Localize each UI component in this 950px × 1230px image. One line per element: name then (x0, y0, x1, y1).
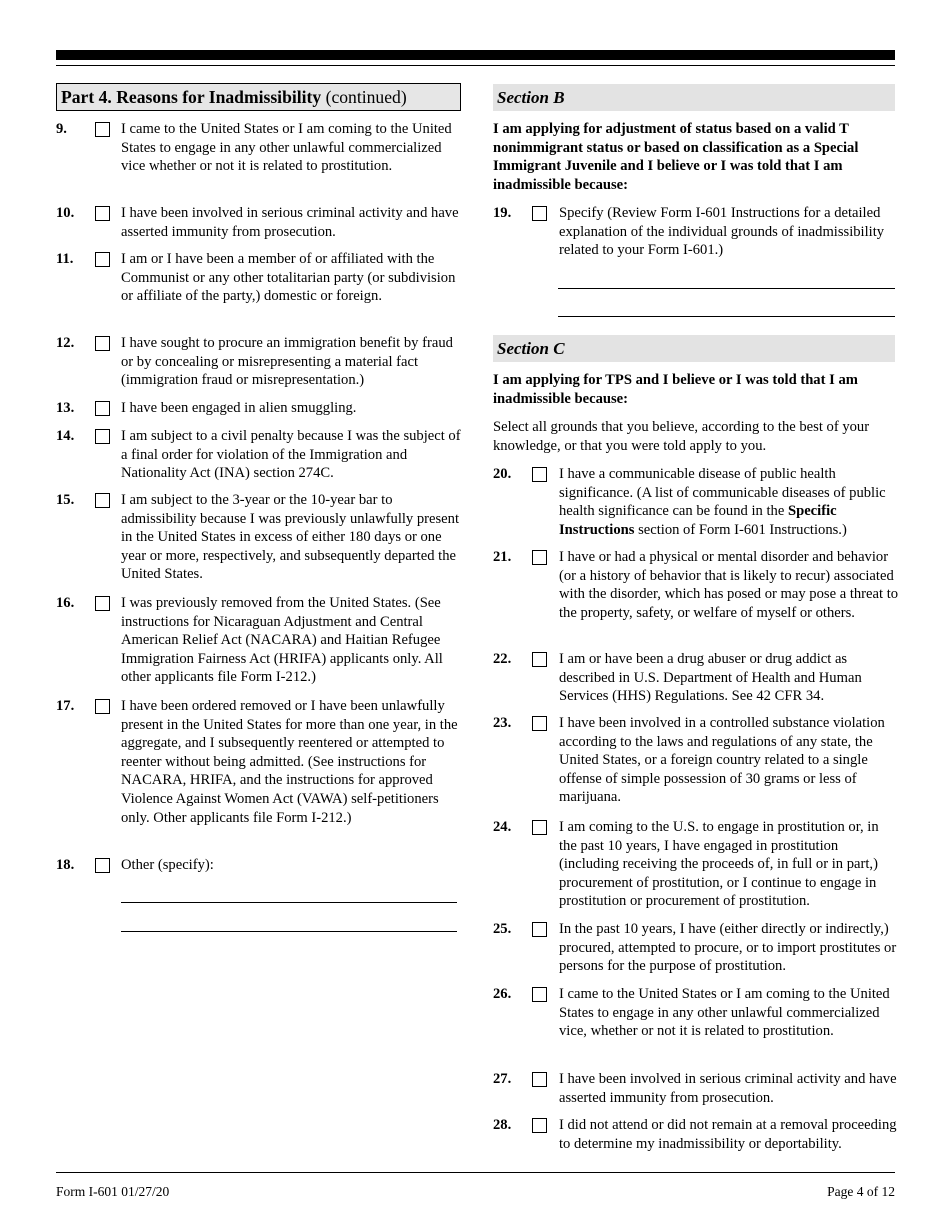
item-19-checkbox[interactable] (532, 206, 547, 221)
item-27-checkbox[interactable] (532, 1072, 547, 1087)
item-15-checkbox[interactable] (95, 493, 110, 508)
item-26-checkbox[interactable] (532, 987, 547, 1002)
item-20-checkbox[interactable] (532, 467, 547, 482)
section-b-intro: I am applying for adjustment of status based on a valid T nonimmigrant status or based on classification as a Special Immigrant Juvenile and I believe or I was told that I am inadmissible because: (493, 121, 859, 193)
item-25-checkbox[interactable] (532, 922, 547, 937)
footer-page-number: Page 4 of 12 (827, 1184, 895, 1199)
item-11-checkbox[interactable] (95, 252, 110, 267)
top-rule-thin (56, 65, 895, 66)
footer-rule (56, 1172, 895, 1173)
part-header: Part 4. Reasons for Inadmissibility (continued) (56, 83, 461, 111)
item-28-checkbox[interactable] (532, 1118, 547, 1133)
item-18-checkbox[interactable] (95, 858, 110, 873)
section-c-note: Select all grounds that you believe, according to the best of your knowledge, or that you were told apply to you. (493, 419, 870, 454)
item-22-checkbox[interactable] (532, 652, 547, 667)
item-9-checkbox[interactable] (95, 122, 110, 137)
item-13-checkbox[interactable] (95, 401, 110, 416)
item-16-checkbox[interactable] (95, 596, 110, 611)
item-12-checkbox[interactable] (95, 336, 110, 351)
item-14-checkbox[interactable] (95, 429, 110, 444)
section-c-title: Section C (493, 335, 895, 362)
top-rule-thick (56, 50, 895, 60)
item-18-answer-line-2[interactable] (121, 931, 457, 932)
section-c-intro: I am applying for TPS and I believe or I was told that I am inadmissible because: (493, 372, 858, 407)
item-23-checkbox[interactable] (532, 716, 547, 731)
item-19-answer-line-2[interactable] (558, 316, 895, 317)
item-24-checkbox[interactable] (532, 820, 547, 835)
footer-form-id: Form I-601 01/27/20 (56, 1184, 170, 1199)
item-10-checkbox[interactable] (95, 206, 110, 221)
item-19-answer-line-1[interactable] (558, 288, 895, 289)
section-b-title: Section B (493, 84, 895, 111)
item-17-checkbox[interactable] (95, 699, 110, 714)
item-21-checkbox[interactable] (532, 550, 547, 565)
item-18-answer-line-1[interactable] (121, 902, 457, 903)
